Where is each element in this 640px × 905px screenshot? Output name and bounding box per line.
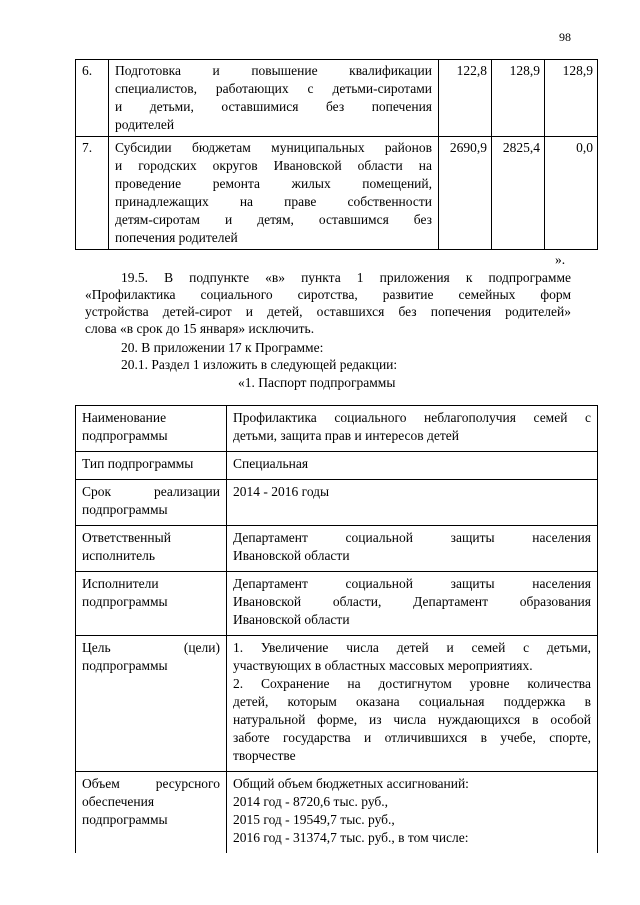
row-label xyxy=(76,572,227,636)
row-number: 6. xyxy=(76,60,109,137)
text-line: заботе государства и отличившихся в учебе, спорте, xyxy=(233,730,591,745)
row-description xyxy=(109,137,439,250)
text-line: Срок реализации xyxy=(82,484,220,499)
paragraph-20-1: 20.1. Раздел 1 изложить в следующей редакции: xyxy=(121,357,398,372)
text-line: подпрограммы xyxy=(82,594,168,609)
row-value xyxy=(227,480,598,526)
text-line: натуральной форме, из числа нуждающихся в особой xyxy=(233,712,591,727)
text-line: и детьми, оставшимися без попечения xyxy=(115,99,432,114)
text-line: слова «в срок до 15 января» исключить. xyxy=(85,321,315,336)
text-line: «Профилактика социального сиротства, развитие семейных форм xyxy=(85,287,571,302)
paragraph-19-5 xyxy=(85,269,571,337)
text-line: устройства детей-сирот и детей, оставшихся без попечения родителей» xyxy=(85,304,571,319)
row-value xyxy=(227,636,598,772)
table-row xyxy=(76,526,598,572)
text-line: принадлежащих на праве собственности xyxy=(115,194,432,209)
text-line: участвующих в областных массовых мероприятиях. xyxy=(233,658,533,673)
text-line: проведение ремонта жилых помещений, xyxy=(115,176,432,191)
text-line: подпрограммы xyxy=(82,812,168,827)
paragraph-20: 20. В приложении 17 к Программе: xyxy=(121,340,324,355)
text-line: 2015 год - 19549,7 тыс. руб., xyxy=(233,812,395,827)
text-line: и городских округов Ивановской области на xyxy=(115,158,432,173)
text-line: подпрограммы xyxy=(82,658,168,673)
text-line: Исполнители xyxy=(82,576,159,591)
table-row xyxy=(76,572,598,636)
text-line: 2014 - 2016 годы xyxy=(233,484,330,499)
text-line: 19.5. В подпункте «в» пункта 1 приложения к подпрограмме xyxy=(121,270,571,285)
row-value xyxy=(227,772,598,854)
text-line: Профилактика социального неблагополучия семей с xyxy=(233,410,591,425)
text-line: Подготовка и повышение квалификации xyxy=(115,63,432,78)
text-line: 2016 год - 31374,7 тыс. руб., в том числе: xyxy=(233,830,469,845)
table-row xyxy=(76,772,598,854)
table-row xyxy=(76,636,598,772)
text-line: родителей xyxy=(115,117,175,132)
text-line: 1. Увеличение числа детей и семей с детьми, xyxy=(233,640,591,655)
value-2016: 128,9 xyxy=(545,60,598,137)
text-line: детям-сиротам и детям, оставшимся без xyxy=(115,212,432,227)
text-line: Ивановской области xyxy=(233,548,350,563)
table-row xyxy=(76,137,598,250)
text-line: подпрограммы xyxy=(82,428,168,443)
text-line: Ответственный xyxy=(82,530,171,545)
table-row xyxy=(76,60,598,137)
value-2015: 2825,4 xyxy=(492,137,545,250)
table-row xyxy=(76,480,598,526)
row-label xyxy=(76,526,227,572)
text-line: обеспечения xyxy=(82,794,155,809)
text-line: Общий объем бюджетных ассигнований: xyxy=(233,776,469,791)
text-line: Объем ресурсного xyxy=(82,776,220,791)
text-line: Тип подпрограммы xyxy=(82,456,194,471)
row-label xyxy=(76,636,227,772)
row-description xyxy=(109,60,439,137)
text-line: творчестве xyxy=(233,748,296,763)
text-line: детьми, защита прав и интересов детей xyxy=(233,428,460,443)
closing-quote: ». xyxy=(555,252,566,267)
row-value xyxy=(227,572,598,636)
text-line: подпрограммы xyxy=(82,502,168,517)
passport-table xyxy=(75,405,598,853)
value-2014: 2690,9 xyxy=(439,137,492,250)
value-2015: 128,9 xyxy=(492,60,545,137)
text-line: Ивановской области, Департамент образования xyxy=(233,594,591,609)
text-line: Наименование xyxy=(82,410,167,425)
value-2014: 122,8 xyxy=(439,60,492,137)
row-label xyxy=(76,480,227,526)
text-line: исполнитель xyxy=(82,548,155,563)
page-number: 98 xyxy=(559,30,571,44)
row-number: 7. xyxy=(76,137,109,250)
text-line: детей, которым оказана социальная поддержка в xyxy=(233,694,591,709)
text-line: Субсидии бюджетам муниципальных районов xyxy=(115,140,432,155)
text-line: Департамент социальной защиты населения xyxy=(233,576,591,591)
text-line: специалистов, работающих с детьми-сиротами xyxy=(115,81,432,96)
passport-title: «1. Паспорт подпрограммы xyxy=(238,375,396,390)
row-label xyxy=(76,772,227,854)
row-value xyxy=(227,406,598,452)
table-row xyxy=(76,452,598,480)
text-line: Департамент социальной защиты населения xyxy=(233,530,591,545)
row-label xyxy=(76,406,227,452)
row-value xyxy=(227,526,598,572)
text-line: Цель (цели) xyxy=(82,640,220,655)
text-line: попечения родителей xyxy=(115,230,238,245)
text-line: Специальная xyxy=(233,456,309,471)
table-row xyxy=(76,406,598,452)
text-line: Ивановской области xyxy=(233,612,350,627)
row-value xyxy=(227,452,598,480)
row-label xyxy=(76,452,227,480)
value-2016: 0,0 xyxy=(545,137,598,250)
text-line: 2014 год - 8720,6 тыс. руб., xyxy=(233,794,389,809)
text-line: 2. Сохранение на достигнутом уровне количества xyxy=(233,676,591,691)
expenses-table xyxy=(75,59,598,250)
